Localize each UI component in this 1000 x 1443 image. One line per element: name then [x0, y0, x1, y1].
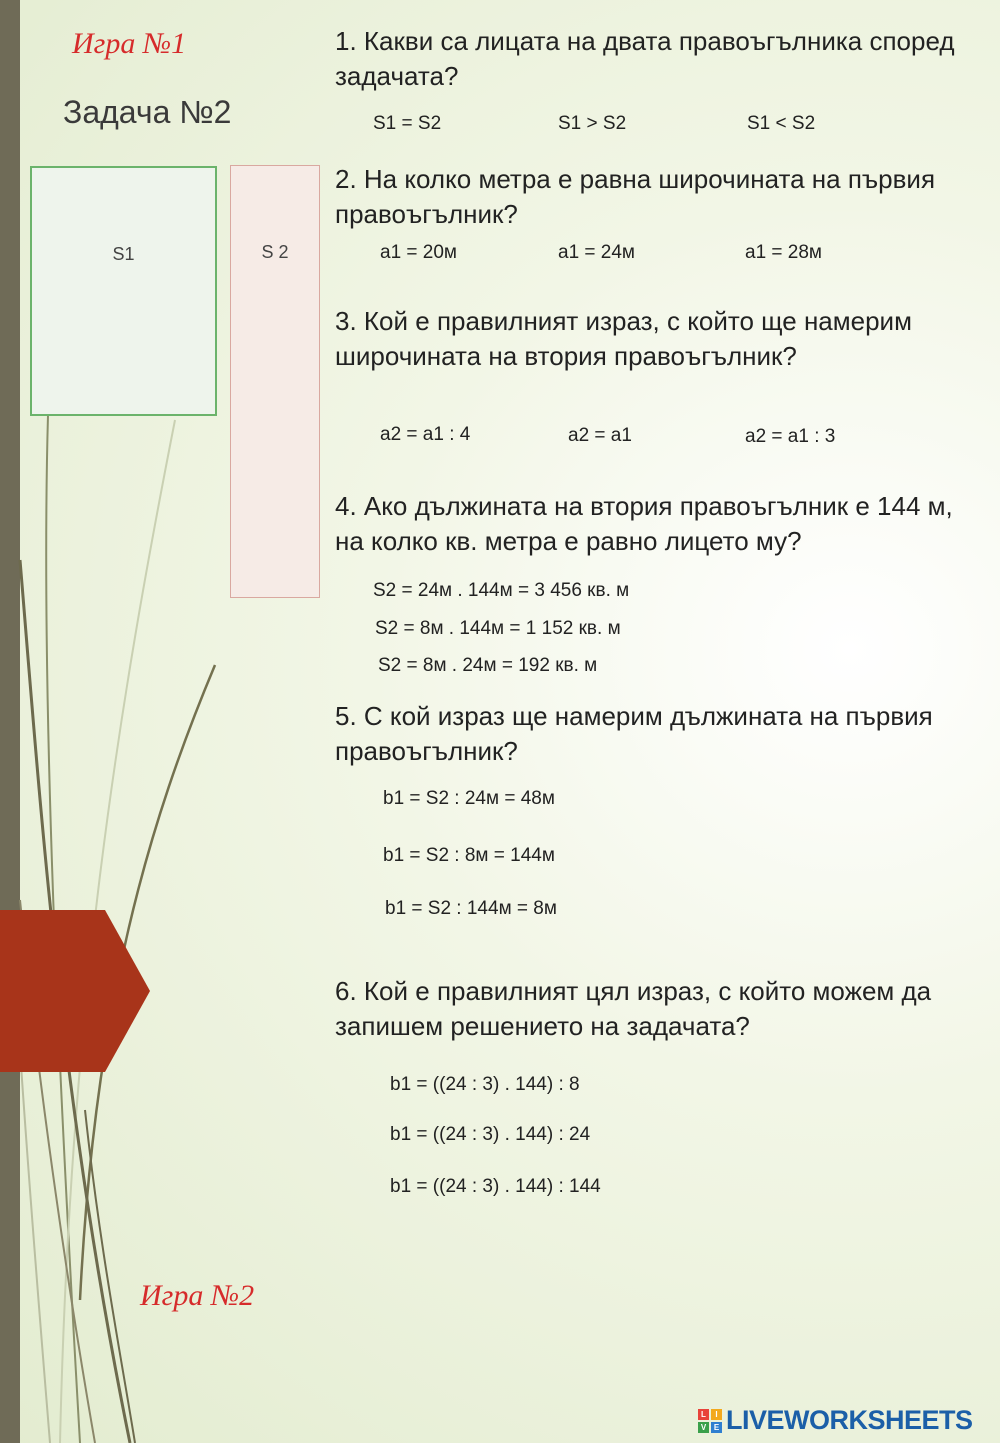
- question-5: 5. С кой израз ще намерим дължината на първия правоъгълник?: [335, 701, 933, 766]
- liveworksheets-logo[interactable]: [698, 1405, 973, 1436]
- q4-option-3[interactable]: S2 = 8м . 24м = 192 кв. м: [378, 655, 598, 676]
- q6-option-3[interactable]: b1 = ((24 : 3) . 144) : 144: [390, 1176, 601, 1197]
- q3-option-1[interactable]: a2 = a1 : 4: [380, 424, 471, 445]
- q6-option-1[interactable]: b1 = ((24 : 3) . 144) : 8: [390, 1074, 580, 1095]
- q1-option-3[interactable]: S1 < S2: [747, 113, 816, 134]
- game2-link[interactable]: Игра №2: [140, 1279, 255, 1312]
- q1-option-2[interactable]: S1 > S2: [558, 113, 627, 134]
- rectangle-s1: [30, 166, 217, 416]
- question-4: 4. Ако дължината на втория правоъгълник е 144 м, на колко кв. метра е равно лицето му?: [335, 491, 953, 556]
- rectangle-s2: [230, 165, 320, 598]
- s2-label: S 2: [261, 242, 289, 262]
- s1-label: S1: [112, 244, 135, 264]
- q5-option-1[interactable]: b1 = S2 : 24м = 48м: [383, 788, 555, 809]
- q6-option-2[interactable]: b1 = ((24 : 3) . 144) : 24: [390, 1124, 591, 1145]
- logo-text: LIVEWORKSHEETS: [726, 1405, 973, 1435]
- question-1: 1. Какви са лицата на двата правоъгълника според задачата?: [335, 26, 955, 91]
- arrow-shape: [0, 908, 152, 1074]
- logo-grid-icon: L I V E: [698, 1409, 722, 1433]
- q3-option-3[interactable]: a2 = a1 : 3: [745, 426, 836, 447]
- q5-option-2[interactable]: b1 = S2 : 8м = 144м: [383, 845, 555, 866]
- game1-link[interactable]: Игра №1: [72, 27, 187, 60]
- q4-option-2[interactable]: S2 = 8м . 144м = 1 152 кв. м: [375, 618, 621, 639]
- q1-option-1[interactable]: S1 = S2: [373, 113, 442, 134]
- question-6: 6. Кой е правилният цял израз, с който можем да запишем решението на задачата?: [335, 976, 932, 1041]
- q2-option-1[interactable]: a1 = 20м: [380, 242, 457, 263]
- q5-option-3[interactable]: b1 = S2 : 144м = 8м: [385, 898, 557, 919]
- question-3: 3. Кой е правилният израз, с който ще намерим широчината на втория правоъгълник?: [335, 306, 912, 371]
- question-2: 2. На колко метра е равна широчината на първия правоъгълник?: [335, 164, 936, 229]
- q4-option-1[interactable]: S2 = 24м . 144м = 3 456 кв. м: [373, 580, 630, 601]
- q2-option-2[interactable]: a1 = 24м: [558, 242, 635, 263]
- q3-option-2[interactable]: a2 = a1: [568, 425, 632, 446]
- task-title: Задача №2: [63, 94, 232, 130]
- q2-option-3[interactable]: a1 = 28м: [745, 242, 822, 263]
